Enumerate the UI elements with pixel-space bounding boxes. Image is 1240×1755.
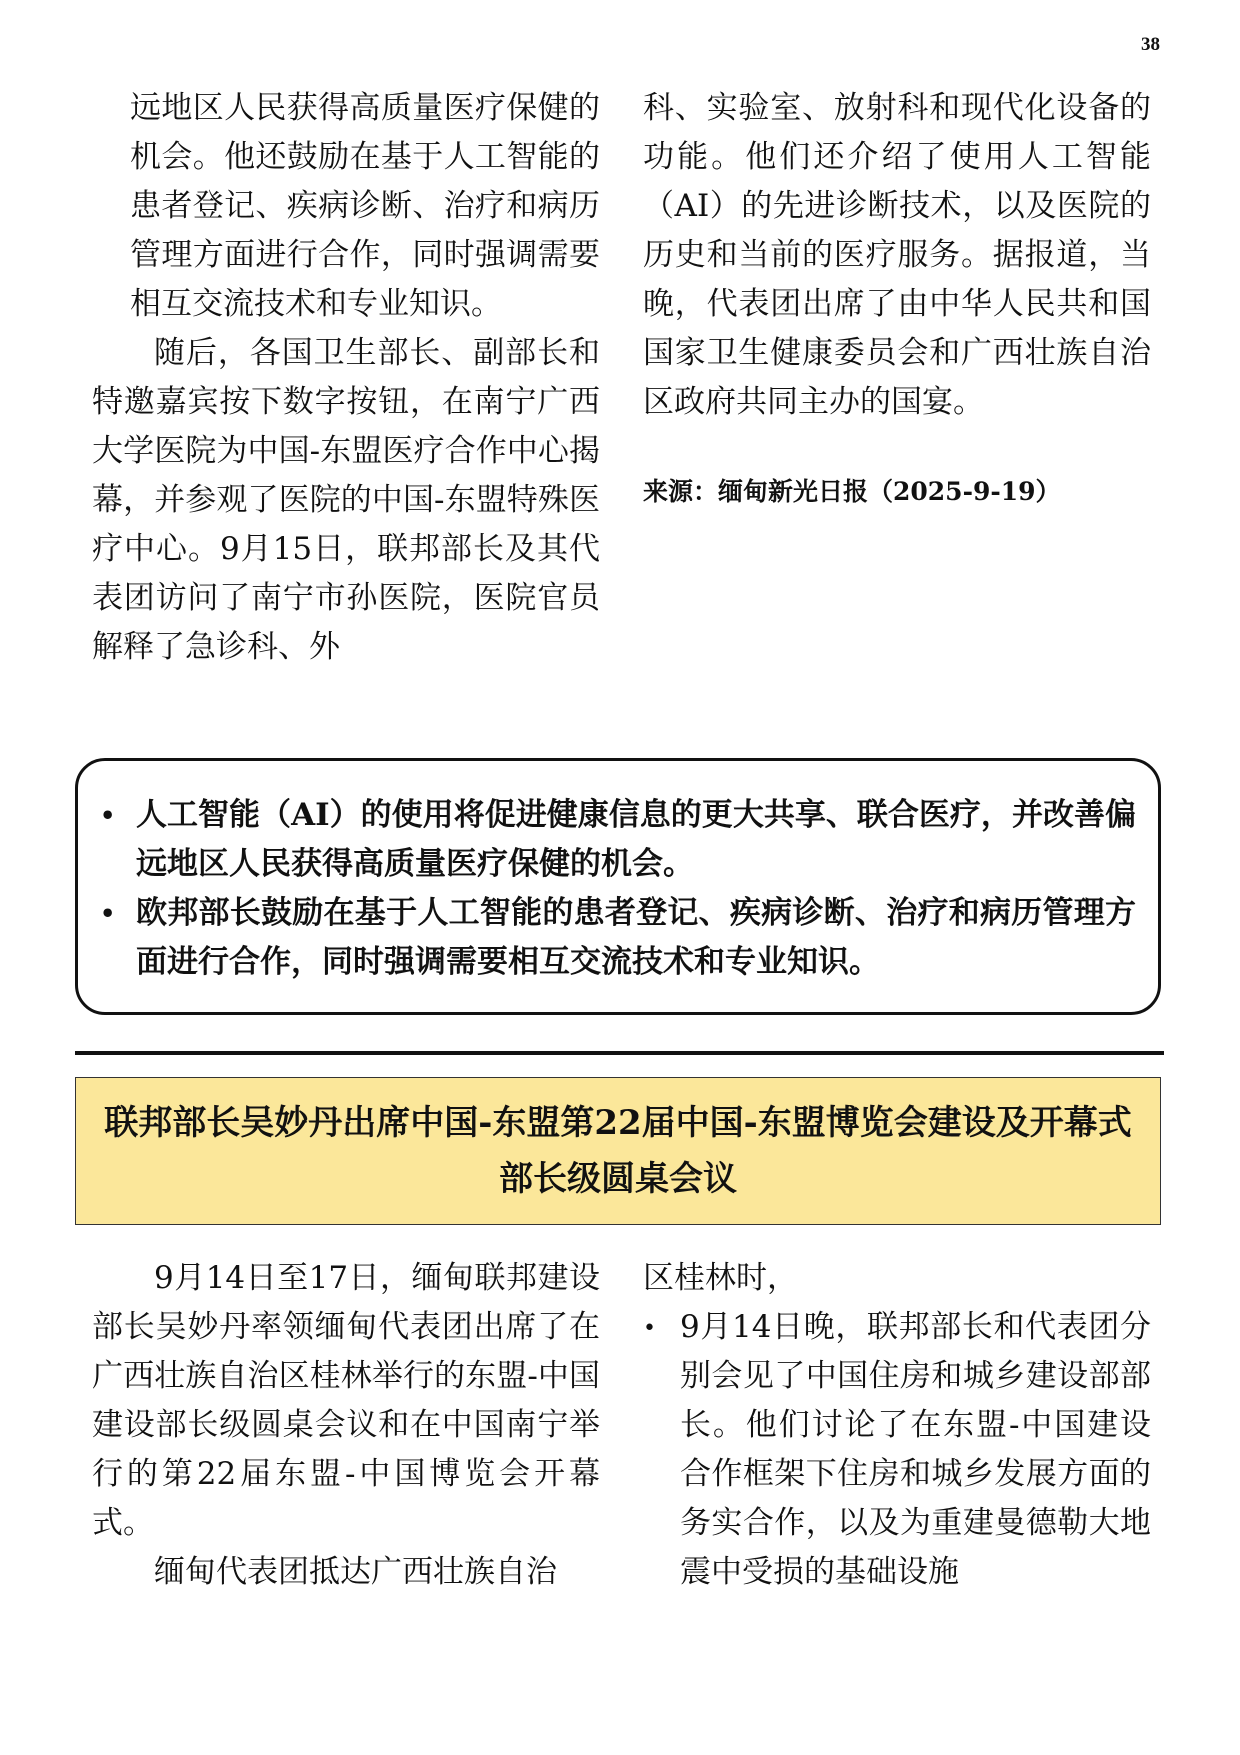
article-left-paragraph-1: 9月14日至17日，缅甸联邦建设部长吴妙丹率领缅甸代表团出席了在广西壮族自治区桂林举行的东盟-中国建设部长级圆桌会议和在中国南宁举行的第22届东盟-中国博览会开幕式。 — [92, 1260, 600, 1541]
top-right-column — [643, 84, 1151, 509]
highlight-item-text: 欧邦部长鼓励在基于人工智能的患者登记、疾病诊断、治疗和病历管理方面进行合作，同时强调需要相互交流技术和专业知识。 — [136, 895, 1136, 980]
highlight-list — [100, 791, 1136, 987]
source-line: 来源：缅甸新光日报（2025-9-19） — [643, 477, 1061, 506]
bullet-icon: • — [100, 801, 116, 830]
highlight-item — [100, 791, 1136, 889]
page-number: 38 — [1141, 34, 1160, 55]
bullet-icon: • — [643, 1316, 656, 1341]
top-left-paragraph-1: 远地区人民获得高质量医疗保健的机会。他还鼓励在基于人工智能的患者登记、疾病诊断、治疗和病历管理方面进行合作，同时强调需要相互交流技术和专业知识。 — [130, 90, 600, 322]
article-right-column — [643, 1254, 1151, 1597]
article-bullet-text: 9月14日晚，联邦部长和代表团分别会见了中国住房和城乡建设部部长。他们讨论了在东盟-中国建设合作框架下住房和城乡发展方面的务实合作，以及为重建曼德勒大地震中受损的基础设施 — [680, 1309, 1151, 1590]
article-left-column — [92, 1254, 600, 1597]
highlight-item — [100, 889, 1136, 987]
article-bullet-list — [643, 1303, 1151, 1597]
article-bullet-item — [643, 1303, 1151, 1597]
top-left-paragraph-2: 随后，各国卫生部长、副部长和特邀嘉宾按下数字按钮，在南宁广西大学医院为中国-东盟医疗合作中心揭幕，并参观了医院的中国-东盟特殊医疗中心。9月15日，联邦部长及其代表团访问了南宁市孙医院，医院官员解释了急诊科、外 — [92, 335, 600, 665]
article-headline-banner — [75, 1077, 1161, 1225]
top-left-column — [92, 84, 600, 672]
bullet-icon: • — [100, 899, 116, 928]
highlight-item-text: 人工智能（AI）的使用将促进健康信息的更大共享、联合医疗，并改善偏远地区人民获得高质量医疗保健的机会。 — [136, 797, 1136, 882]
highlight-box — [75, 758, 1161, 1015]
article-headline: 联邦部长吴妙丹出席中国-东盟第22届中国-东盟博览会建设及开幕式部长级圆桌会议 — [104, 1103, 1132, 1199]
article-left-paragraph-2: 缅甸代表团抵达广西壮族自治 — [154, 1554, 557, 1590]
top-right-paragraph-1: 科、实验室、放射科和现代化设备的功能。他们还介绍了使用人工智能（AI）的先进诊断技术，以及医院的历史和当前的医疗服务。据报道，当晚，代表团出席了由中华人民共和国国家卫生健康委员会和广西壮族自治区政府共同主办的国宴。 — [643, 90, 1151, 420]
section-divider — [75, 1051, 1164, 1055]
article-right-paragraph-1: 区桂林时， — [643, 1260, 798, 1296]
